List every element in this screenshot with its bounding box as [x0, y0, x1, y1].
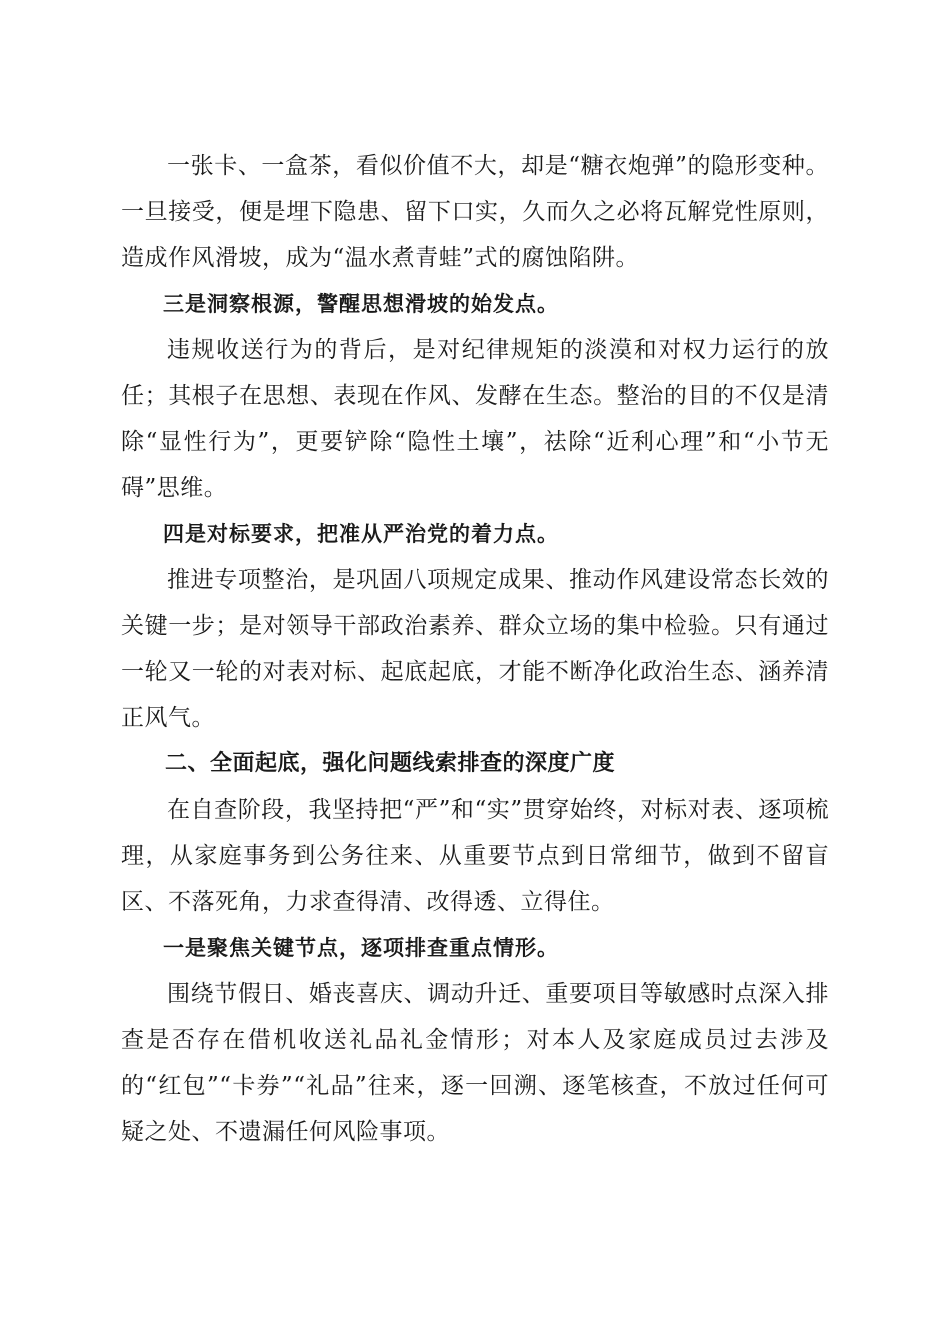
body-paragraph: 推进专项整治，是巩固八项规定成果、推动作风建设常态长效的关键一步；是对领导干部政治素养、群众立场的集中检验。只有通过一轮又一轮的对表对标、起底起底，才能不断净化政治生态、涵养清正风气。	[121, 567, 829, 731]
body-paragraph: 违规收送行为的背后，是对纪律规矩的淡漠和对权力运行的放任；其根子在思想、表现在作风、发酵在生态。整治的目的不仅是清除“显性行为”，更要铲除“隐性土壤”，祛除“近利心理”和“小节无碍”思维。	[121, 337, 829, 501]
body-paragraph: 在自查阶段，我坚持把“严”和“实”贯穿始终，对标对表、逐项梳理，从家庭事务到公务往来、从重要节点到日常细节，做到不留盲区、不落死角，力求查得清、改得透、立得住。	[121, 797, 829, 915]
body-paragraph: 一张卡、一盒茶，看似价值不大，却是“糖衣炮弹”的隐形变种。一旦接受，便是埋下隐患、留下口实，久而久之必将瓦解党性原则，造成作风滑坡，成为“温水煮青蛙”式的腐蚀陷阱。	[121, 153, 829, 271]
subheading: 三是洞察根源，警醒思想滑坡的始发点。	[163, 292, 559, 316]
document-page	[121, 143, 829, 1155]
subheading: 四是对标要求，把准从严治党的着力点。	[163, 522, 559, 546]
body-paragraph: 围绕节假日、婚丧喜庆、调动升迁、重要项目等敏感时点深入排查是否存在借机收送礼品礼金情形；对本人及家庭成员过去涉及的“红包”“卡券”“礼品”往来，逐一回溯、逐笔核查，不放过任何可疑之处、不遗漏任何风险事项。	[121, 981, 829, 1145]
section-heading: 二、全面起底，强化问题线索排查的深度广度	[165, 751, 616, 776]
subheading: 一是聚焦关键节点，逐项排查重点情形。	[163, 936, 559, 960]
